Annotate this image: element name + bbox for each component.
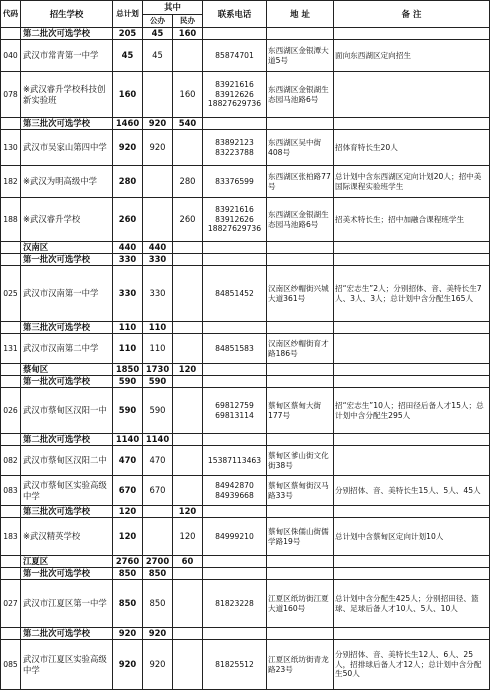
cell-address: [267, 28, 334, 40]
cell-public: 850: [143, 580, 173, 628]
cell-phone: [203, 506, 267, 518]
cell-group-label: 第三批次可选学校: [21, 506, 113, 518]
cell-phone: 85874701: [203, 40, 267, 72]
cell-total: 850: [113, 568, 143, 580]
cell-public: 45: [143, 28, 173, 40]
cell-address: 汉南区纱帽街育才路186号: [267, 334, 334, 364]
cell-code: 188: [1, 198, 21, 242]
cell-address: [267, 628, 334, 640]
cell-private: [173, 580, 203, 628]
cell-address: 东西湖区金银湖生态园马池路6号: [267, 72, 334, 118]
cell-address: 江夏区纸坊街江夏大道160号: [267, 580, 334, 628]
cell-private: [173, 40, 203, 72]
cell-private: 260: [173, 198, 203, 242]
cell-private: [173, 476, 203, 506]
cell-phone: 84851452: [203, 266, 267, 322]
cell-public: 440: [143, 242, 173, 254]
cell-group-label: 第三批次可选学校: [21, 322, 113, 334]
cell-total: 260: [113, 198, 143, 242]
cell-address: [267, 556, 334, 568]
col-header-remarks: 备 注: [334, 1, 490, 28]
cell-public: 590: [143, 376, 173, 388]
batch-row: [1, 376, 490, 388]
cell-phone: 83921616 83912626 18827629736: [203, 198, 267, 242]
cell-total: 470: [113, 446, 143, 476]
cell-code: 182: [1, 166, 21, 198]
cell-phone: [203, 434, 267, 446]
district-row: [1, 364, 490, 376]
cell-total: 120: [113, 518, 143, 556]
cell-address: [267, 568, 334, 580]
batch-row: [1, 434, 490, 446]
cell-code: [1, 376, 21, 388]
cell-phone: [203, 568, 267, 580]
cell-address: [267, 364, 334, 376]
cell-remarks: [334, 364, 490, 376]
cell-code: 025: [1, 266, 21, 322]
cell-school: 武汉市蔡甸区汉阳一中: [21, 388, 113, 434]
cell-remarks: 招“宏志生”10人；招田径后备人才15人；总计划中含分配生295人: [334, 388, 490, 434]
table-row: [1, 72, 490, 118]
cell-remarks: [334, 242, 490, 254]
batch-row: [1, 322, 490, 334]
cell-phone: [203, 628, 267, 640]
cell-school: ※武汉精英学校: [21, 518, 113, 556]
cell-phone: [203, 254, 267, 266]
cell-school: 武汉市汉南第二中学: [21, 334, 113, 364]
cell-public: 45: [143, 40, 173, 72]
cell-total: 205: [113, 28, 143, 40]
cell-remarks: 分别招体、音、美特长生12人、6人、25人，招排球后备人才12人；总计划中含分配生50人: [334, 640, 490, 690]
batch-row: [1, 254, 490, 266]
cell-phone: [203, 364, 267, 376]
cell-total: 45: [113, 40, 143, 72]
cell-phone: 15387113463: [203, 446, 267, 476]
cell-group-label: 第一批次可选学校: [21, 254, 113, 266]
cell-total: 590: [113, 376, 143, 388]
cell-total: 280: [113, 166, 143, 198]
cell-code: 082: [1, 446, 21, 476]
cell-private: 120: [173, 518, 203, 556]
cell-phone: [203, 242, 267, 254]
cell-private: [173, 242, 203, 254]
cell-phone: 83376599: [203, 166, 267, 198]
cell-remarks: [334, 334, 490, 364]
cell-remarks: 招体育特长生20人: [334, 130, 490, 166]
cell-public: 110: [143, 334, 173, 364]
cell-remarks: [334, 506, 490, 518]
cell-total: 110: [113, 334, 143, 364]
cell-group-label: 汉南区: [21, 242, 113, 254]
cell-code: [1, 556, 21, 568]
cell-address: [267, 242, 334, 254]
cell-school: ※武汉睿升学校科技创新实验班: [21, 72, 113, 118]
cell-private: [173, 568, 203, 580]
cell-private: [173, 266, 203, 322]
cell-public: 590: [143, 388, 173, 434]
district-row: [1, 242, 490, 254]
cell-total: 590: [113, 388, 143, 434]
cell-school: 武汉市吴家山第四中学: [21, 130, 113, 166]
cell-address: [267, 506, 334, 518]
cell-code: 130: [1, 130, 21, 166]
table-row: [1, 446, 490, 476]
cell-total: 670: [113, 476, 143, 506]
cell-phone: [203, 28, 267, 40]
table-row: [1, 130, 490, 166]
cell-code: 083: [1, 476, 21, 506]
cell-total: 1850: [113, 364, 143, 376]
cell-code: [1, 118, 21, 130]
cell-address: [267, 322, 334, 334]
cell-code: 131: [1, 334, 21, 364]
cell-school: 武汉市常青第一中学: [21, 40, 113, 72]
cell-remarks: 招“宏志生”2人；分别招体、音、美特长生7人、3人、3人；总计划中含分配生165人: [334, 266, 490, 322]
cell-group-label: 第一批次可选学校: [21, 376, 113, 388]
cell-phone: 83892123 83223788: [203, 130, 267, 166]
cell-school: ※武汉为明高级中学: [21, 166, 113, 198]
cell-code: [1, 434, 21, 446]
cell-public: 920: [143, 640, 173, 690]
cell-remarks: 总计划中含分配生425人；分别招田径、篮球、足球后备人才10人、5人、10人: [334, 580, 490, 628]
cell-private: 120: [173, 364, 203, 376]
col-header-total: 总计划: [113, 1, 143, 28]
cell-remarks: 分别招体、音、美特长生15人、5人、45人: [334, 476, 490, 506]
batch-row: [1, 628, 490, 640]
cell-public: 2700: [143, 556, 173, 568]
cell-address: [267, 434, 334, 446]
cell-public: 1140: [143, 434, 173, 446]
col-header-public: 公办: [143, 15, 173, 28]
table-body: [1, 28, 490, 690]
cell-address: [267, 254, 334, 266]
cell-remarks: [334, 568, 490, 580]
cell-public: [143, 506, 173, 518]
table-row: [1, 640, 490, 690]
cell-private: [173, 388, 203, 434]
cell-private: [173, 130, 203, 166]
cell-total: 1460: [113, 118, 143, 130]
cell-private: [173, 628, 203, 640]
col-header-code: 代码: [1, 1, 21, 28]
cell-total: 920: [113, 640, 143, 690]
cell-total: 160: [113, 72, 143, 118]
batch-row: [1, 568, 490, 580]
cell-total: 2760: [113, 556, 143, 568]
batch-row: [1, 118, 490, 130]
cell-total: 330: [113, 266, 143, 322]
table-row: [1, 40, 490, 72]
cell-total: 1140: [113, 434, 143, 446]
cell-phone: [203, 118, 267, 130]
cell-private: [173, 254, 203, 266]
cell-address: [267, 376, 334, 388]
cell-code: 040: [1, 40, 21, 72]
cell-public: 920: [143, 130, 173, 166]
cell-address: 东西湖区金银湖生态园马池路6号: [267, 198, 334, 242]
cell-remarks: [334, 628, 490, 640]
cell-public: [143, 72, 173, 118]
cell-private: [173, 446, 203, 476]
cell-address: 江夏区纸坊街青龙路23号: [267, 640, 334, 690]
cell-remarks: [334, 322, 490, 334]
cell-private: 280: [173, 166, 203, 198]
table-row: [1, 198, 490, 242]
cell-private: [173, 376, 203, 388]
cell-phone: [203, 556, 267, 568]
cell-remarks: [334, 28, 490, 40]
table-row: [1, 388, 490, 434]
batch-row: [1, 506, 490, 518]
cell-code: [1, 242, 21, 254]
cell-address: [267, 118, 334, 130]
cell-group-label: 第二批次可选学校: [21, 28, 113, 40]
cell-remarks: 总计划中含东西湖区定向计划20人；招中美国际课程实验班学生: [334, 166, 490, 198]
cell-remarks: [334, 118, 490, 130]
cell-phone: [203, 322, 267, 334]
cell-code: [1, 568, 21, 580]
district-row: [1, 556, 490, 568]
cell-code: 078: [1, 72, 21, 118]
cell-remarks: 总计划中含蔡甸区定向计划10人: [334, 518, 490, 556]
col-header-school: 招生学校: [21, 1, 113, 28]
cell-code: [1, 506, 21, 518]
cell-code: 183: [1, 518, 21, 556]
cell-public: 850: [143, 568, 173, 580]
cell-public: 330: [143, 266, 173, 322]
table-row: [1, 266, 490, 322]
cell-total: 850: [113, 580, 143, 628]
cell-address: 蔡甸区侏儒山街儒学路19号: [267, 518, 334, 556]
cell-address: 东西湖区张柏路77号: [267, 166, 334, 198]
cell-phone: [203, 376, 267, 388]
cell-public: [143, 198, 173, 242]
cell-address: 蔡甸区爹山街文化街38号: [267, 446, 334, 476]
cell-remarks: 面向东西湖区定向招生: [334, 40, 490, 72]
cell-remarks: [334, 72, 490, 118]
cell-group-label: 第二批次可选学校: [21, 434, 113, 446]
cell-public: [143, 518, 173, 556]
col-header-address: 地 址: [267, 1, 334, 28]
col-header-of-which: 其中: [143, 1, 203, 15]
cell-total: 440: [113, 242, 143, 254]
cell-school: 武汉市江夏区第一中学: [21, 580, 113, 628]
cell-phone: 81825512: [203, 640, 267, 690]
table-row: [1, 580, 490, 628]
cell-total: 920: [113, 130, 143, 166]
cell-group-label: 第二批次可选学校: [21, 628, 113, 640]
cell-address: 东西湖区金银潭大道5号: [267, 40, 334, 72]
cell-code: [1, 254, 21, 266]
cell-address: 蔡甸区蔡甸大街177号: [267, 388, 334, 434]
cell-school: 武汉市江夏区实验高级中学: [21, 640, 113, 690]
cell-public: 670: [143, 476, 173, 506]
cell-school: 武汉市汉南第一中学: [21, 266, 113, 322]
header-row-1: [1, 1, 490, 15]
cell-remarks: [334, 556, 490, 568]
cell-phone: 84851583: [203, 334, 267, 364]
cell-remarks: [334, 376, 490, 388]
cell-private: 60: [173, 556, 203, 568]
cell-public: 470: [143, 446, 173, 476]
cell-group-label: 蔡甸区: [21, 364, 113, 376]
batch-row: [1, 28, 490, 40]
cell-total: 120: [113, 506, 143, 518]
cell-group-label: 第三批次可选学校: [21, 118, 113, 130]
cell-private: 160: [173, 28, 203, 40]
cell-remarks: [334, 434, 490, 446]
cell-address: 汉南区纱帽街兴城大道361号: [267, 266, 334, 322]
cell-private: [173, 334, 203, 364]
cell-public: 1730: [143, 364, 173, 376]
cell-code: 026: [1, 388, 21, 434]
cell-address: 蔡甸区蔡甸街汉马路33号: [267, 476, 334, 506]
cell-total: 330: [113, 254, 143, 266]
cell-public: 330: [143, 254, 173, 266]
cell-phone: 84999210: [203, 518, 267, 556]
table-row: [1, 518, 490, 556]
cell-private: [173, 322, 203, 334]
cell-private: 160: [173, 72, 203, 118]
cell-remarks: [334, 254, 490, 266]
cell-group-label: 第一批次可选学校: [21, 568, 113, 580]
table-row: [1, 476, 490, 506]
cell-phone: 84942870 84939668: [203, 476, 267, 506]
cell-private: 540: [173, 118, 203, 130]
cell-total: 110: [113, 322, 143, 334]
cell-phone: 69812759 69813114: [203, 388, 267, 434]
cell-phone: 83921616 83912626 18827629736: [203, 72, 267, 118]
cell-private: [173, 434, 203, 446]
cell-school: 武汉市蔡甸区汉阳二中: [21, 446, 113, 476]
cell-code: 085: [1, 640, 21, 690]
cell-private: 120: [173, 506, 203, 518]
cell-code: [1, 364, 21, 376]
col-header-private: 民办: [173, 15, 203, 28]
cell-public: 920: [143, 118, 173, 130]
table-row: [1, 334, 490, 364]
cell-code: [1, 628, 21, 640]
cell-school: ※武汉睿升学校: [21, 198, 113, 242]
cell-total: 920: [113, 628, 143, 640]
cell-private: [173, 640, 203, 690]
cell-code: [1, 28, 21, 40]
cell-code: 027: [1, 580, 21, 628]
cell-public: 920: [143, 628, 173, 640]
cell-school: 武汉市蔡甸区实验高级中学: [21, 476, 113, 506]
cell-phone: 81823228: [203, 580, 267, 628]
col-header-phone: 联系电话: [203, 1, 267, 28]
cell-public: 110: [143, 322, 173, 334]
cell-code: [1, 322, 21, 334]
cell-remarks: [334, 446, 490, 476]
table-row: [1, 166, 490, 198]
cell-remarks: 招美术特长生；招中加融合课程班学生: [334, 198, 490, 242]
cell-public: [143, 166, 173, 198]
cell-address: 东西湖区吴中街408号: [267, 130, 334, 166]
cell-group-label: 江夏区: [21, 556, 113, 568]
